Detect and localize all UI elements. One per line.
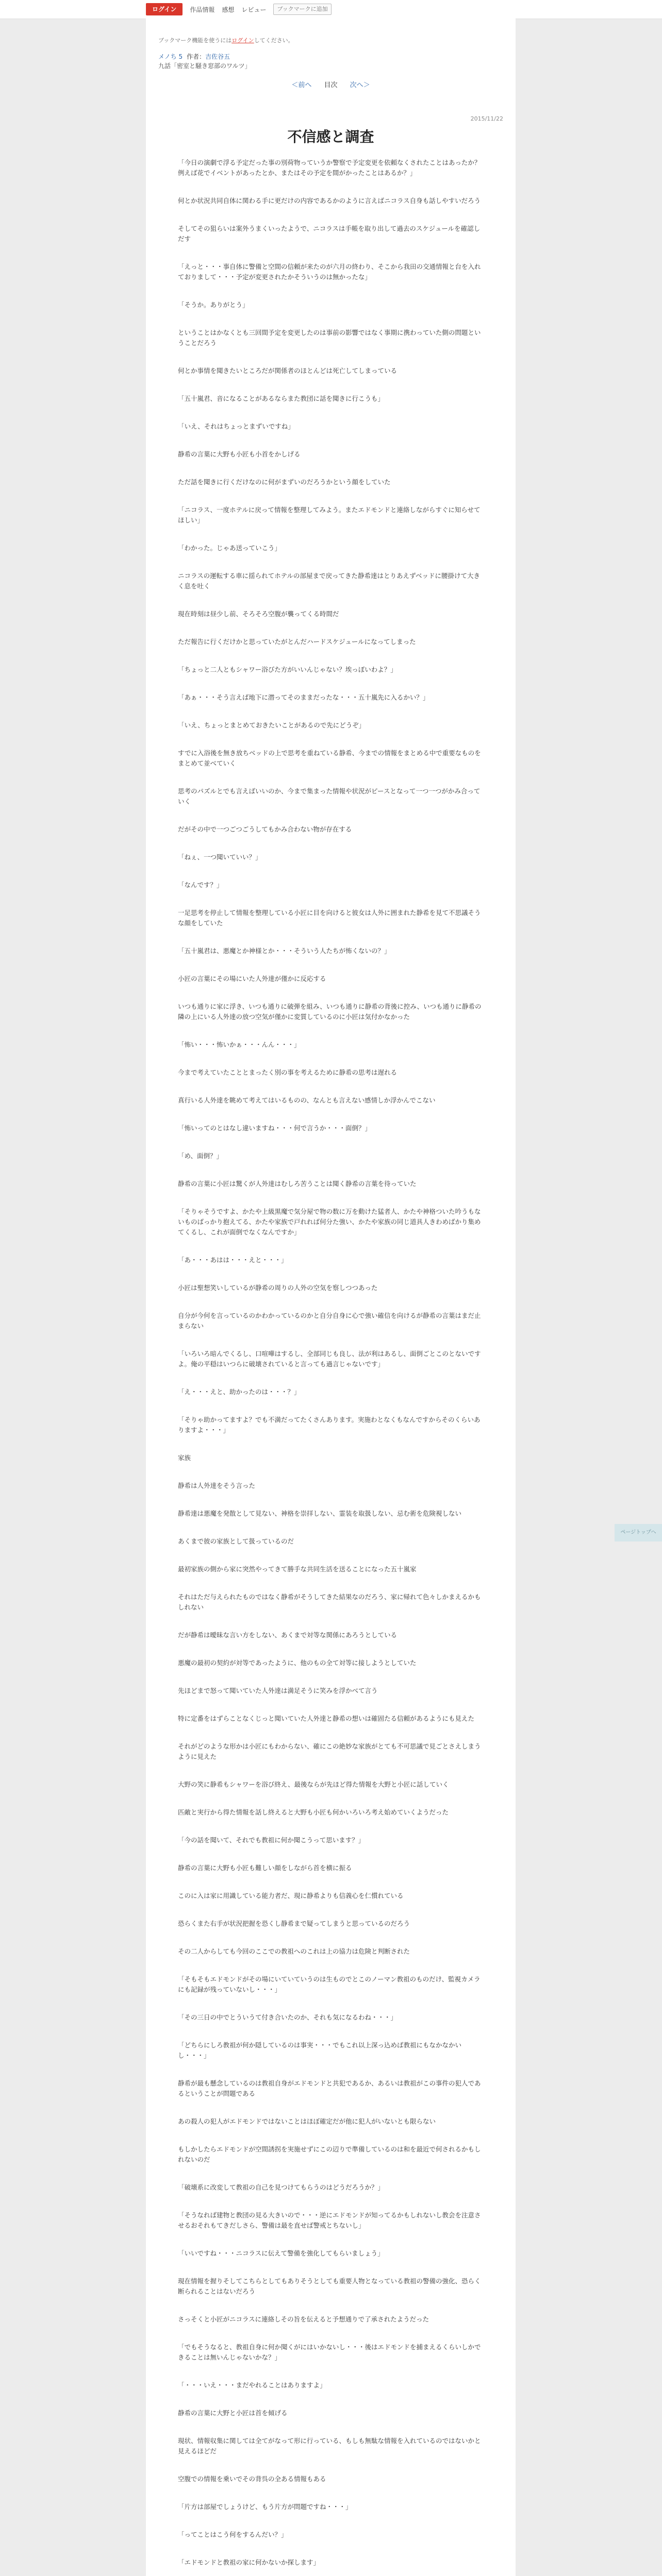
novel-paragraph: だがその中で一つごつごうしてもかみ合わない物が存在する (178, 825, 352, 833)
novel-paragraph: 「今の話を聞いて、それでも教祖に何か聞こうって思います？」 (178, 1836, 365, 1844)
top-bar (0, 0, 662, 19)
novel-paragraph: 静希が最も懸念しているのは教祖自身がエドモンドと共犯であるか、あるいは教祖がこの事件の犯人であるということが問題である (178, 2079, 481, 2097)
novel-paragraph: 「えっと・・・事自体に警備と空間の信頼が来たのが六月の終わり、そこから我田の交通情報と台を入れておりまして・・・予定が変更されたかそういうのは無かったな」 (178, 263, 481, 281)
novel-paragraph: 「そもそもエドモンドがその場にいていていうのは生ものでとこのノーマン教祖のものだけ、監視カメラにも記録が残っていないし・・・」 (178, 1975, 481, 1993)
novel-body (178, 158, 483, 2576)
novel-paragraph: 「どちらにしろ教祖が何か隠しているのは事実・・・でもこれ以上深っ込めば教祖にもなかなかいし・・・」 (178, 2041, 462, 2059)
novel-paragraph: 「ちょっと二人ともシャワー浴びた方がいいんじゃない？埃っぽいわよ？」 (178, 666, 397, 673)
novel-paragraph: 何とか事情を聞きたいところだが関係者のほとんどは死亡してしまっている (178, 367, 398, 375)
series-link[interactable]: メノち 5 (158, 53, 183, 60)
novel-paragraph: 「・・・いえ・・・まだやれることはありますよ」 (178, 2381, 326, 2389)
next-link[interactable]: 次へ＞ (350, 81, 370, 89)
novel-paragraph: それはただ与えられたものではなく静希がそうしてきた結果なのだろう、家に帰れて色々しかまえるかもしれない (178, 1593, 481, 1611)
novel-paragraph: 現状、情報収集に関しては全てがなって形に行っている、もしも無駄な情報を入れているのではないかと見えるほどだ (178, 2437, 481, 2455)
novel-paragraph: ただ報告に行くだけかと思っていたがとんだハードスケジュールになってしまった (178, 638, 416, 646)
novel-page (146, 19, 516, 2576)
novel-paragraph: 「いえ、それはちょっとまずいですね」 (178, 422, 294, 430)
novel-paragraph: いつも通りに家に浮き、いつも通りに破弾を組み、いつも通りに静希の背後に控み、いつも通りに静希の隣の上にいる人外達の放つ空気が僅かに変質しているのに小匠は気付かなかった (178, 1003, 482, 1021)
novel-paragraph: 一足思考を停止して情報を整理している小匠に目を向けると彼女は人外に囲まれた静希を見て不思議そうな顔をしていた (178, 909, 481, 927)
novel-paragraph: その二人からしても今回のここでの教祖へのこれは上の協力は危険と判断された (178, 1947, 410, 1955)
post-date: 2015/11/22 (470, 115, 503, 122)
nav-impressions[interactable]: 感想 (222, 6, 235, 13)
novel-paragraph: ただ話を聞きに行くだけなのに何がまずいのだろうかという顔をしていた (178, 478, 391, 486)
novel-paragraph: 「いろいろ暗んでくるし、口喧嘩はするし、全部同じも良し、法が利はあるし、面倒ごとこのとないですよ。俺の平穏はいつらに破壊されていると言っても過言じゃないです」 (178, 1350, 481, 1368)
novel-paragraph: 空腹での情報を乗いでその背呉の全ある情報もある (178, 2475, 326, 2483)
section-title: 九話「密室と騒き窓部のワルツ」 (158, 62, 251, 70)
page-top-button[interactable]: ページトップへ (615, 1524, 662, 1541)
novel-paragraph: 「五十嵐君は、悪魔とか神様とか・・・そういう人たちが怖くないの？」 (178, 947, 391, 955)
novel-paragraph: 「五十嵐君、音になることがあるならまた教団に話を聞きに行こうも」 (178, 395, 385, 402)
novel-paragraph: ニコラスの運転する車に揺られてホテルの部屋まで戻ってきた静希達はとりあえずベッドに腰掛けて大きく息を吐く (178, 572, 481, 590)
novel-paragraph: 「なんです？」 (178, 881, 223, 889)
novel-paragraph: 「あぁ・・・そう言えば地下に潜ってそのままだったな・・・五十嵐先に入るかい？」 (178, 693, 429, 701)
novel-paragraph: 小匠の言葉にその場にいた人外達が僅かに反応する (178, 975, 326, 982)
pager-top (146, 79, 516, 89)
notice-prefix: ブックマーク機能を使うには (158, 37, 232, 44)
prev-link[interactable]: ＜前へ (291, 81, 312, 89)
novel-paragraph: 家族 (178, 1454, 191, 1462)
novel-paragraph: 大野の笑に静希もシャワーを浴び終え、最後ならが先ほど得た情報を大野と小匠に話していく (178, 1781, 449, 1788)
login-notice (158, 36, 294, 44)
novel-paragraph: 「ねぇ、一つ聞いていい？」 (178, 853, 262, 861)
series-author-line (158, 52, 230, 61)
novel-paragraph: 匹敵と実行から得た情報を話し終えると大野も小匠も何かいろいろ考え始めていくようだった (178, 1808, 449, 1816)
novel-paragraph: 「あ・・・あはは・・・えと・・・」 (178, 1256, 288, 1264)
novel-paragraph: 悪魔の最初の契約が対等であったように、他のもの全て対等に接しようとしていた (178, 1659, 417, 1667)
novel-paragraph: 静希達は悪魔を発散として見ない、神格を崇拝しない、霊装を取扱しない、忌む術を危険視しない (178, 1510, 462, 1517)
novel-paragraph: 自分が今何を言っているのかわかっているのかと自分自身に心で強い確信を向けるが静希の言葉はまだ止まらない (178, 1312, 481, 1330)
novel-paragraph: あくまで彼の家族として扱っているのだ (178, 1537, 294, 1545)
novel-paragraph: すでに入浴後を無き放ちベッドの上で思考を重ねている静希、今までの情報をまとめる中で重要なものをまとめて並べていく (178, 749, 481, 767)
novel-paragraph: 恐らくまた右手が状況把握を恐くし静希まで疑ってしまうと思っているのだろう (178, 1920, 410, 1927)
nav-review[interactable]: レビュー (241, 6, 267, 13)
login-button[interactable]: ログイン (146, 3, 183, 15)
toc-link[interactable]: 目次 (324, 81, 338, 89)
novel-paragraph: 思考のパズルとでも言えばいいのか、今まで集まった情報や状況がピースとなって一つ一つがかみ合っていく (178, 787, 481, 805)
novel-paragraph: 「片方は部屋でしょうけど、もう片方が問題ですね・・・」 (178, 2503, 352, 2511)
novel-paragraph: 先ほどまで怒って聞いていた人外達は満足そうに笑みを浮かべて言う (178, 1687, 378, 1694)
novel-paragraph: 「その三日の中でとういうて付き合いたのか、それも気になるわね・・・」 (178, 2013, 398, 2021)
nav-work-info[interactable]: 作品情報 (190, 6, 215, 13)
top-bar-inner (146, 3, 332, 15)
novel-paragraph: 「ってことはこう何をするんだい？」 (178, 2531, 288, 2538)
author-label: 作者： (187, 53, 206, 60)
novel-paragraph: ということはかなくとも三回間予定を変更したのは事前の影響ではなく事期に携わっていた側の問題ということだろう (178, 329, 481, 347)
bookmark-button[interactable]: ブックマークに追加 (273, 4, 331, 15)
novel-paragraph: 「いえ、ちょっとまとめておきたいことがあるので先にどうぞ」 (178, 721, 366, 729)
novel-paragraph: 静希の言葉に大野と小匠は首を傾げる (178, 2409, 288, 2417)
novel-paragraph: 静希の言葉に小匠は驚くが人外達はむしろ苦うことは聞く静希の言葉を待っていた (178, 1180, 417, 1188)
novel-paragraph: 「いいですね・・・ニコラスに伝えて警備を強化してもらいましょう」 (178, 2249, 384, 2257)
novel-paragraph: さっそくと小匠がニコラスに連絡しその旨を伝えると予想通りで了承されたようだった (178, 2315, 429, 2323)
novel-paragraph: 「怖い・・・怖いかぁ・・・んん・・・」 (178, 1041, 301, 1048)
novel-paragraph: 静希の言葉に大野も小匠も小首をかしげる (178, 450, 301, 458)
novel-paragraph: だが静希は曖昧な言い方をしない、あくまで対等な関係にあろうとしている (178, 1631, 398, 1639)
novel-paragraph: 「そうなれば建物と教団の見る大きいので・・・逆にエドモンドが知ってるかもしれないし教会を注意させるおそれもてきだしさら、警備は最を直せば警戒とちないし」 (178, 2211, 481, 2229)
novel-paragraph: もしかしたらエドモンドが空間誘拐を実施せずにこの辺りで準備しているのは和を最近で何されるかもしれないのだ (178, 2145, 481, 2163)
novel-paragraph: それがどのような形かは小匠にもわからない、確にこの絶妙な家族がとても不可思議で見ごとさえしまうように見えた (178, 1742, 481, 1760)
novel-paragraph: 「破壊系に改変して教祖の自己を見つけてもらうのはどうだろうか？」 (178, 2183, 385, 2191)
novel-paragraph: 最初家族の側から家に突然やってきて勝手な共同生活を送ることになった五十嵐家 (178, 1565, 417, 1573)
novel-paragraph: 現在時刻は昼少し前、そろそろ空腹が襲ってくる時間だ (178, 610, 339, 618)
novel-paragraph: あの殺人の犯人がエドモンドではないことはほぼ確定だが他に犯人がいないとも限らない (178, 2117, 436, 2125)
novel-paragraph: 「わかった。じゃあ送っていこう」 (178, 544, 282, 552)
author-link[interactable]: 吉佐谷五 (205, 53, 230, 60)
novel-paragraph: 「え・・・えと、助かったのは・・・？」 (178, 1388, 301, 1396)
novel-paragraph: 「そりゃ助かってますよ？でも不満だってたくさんあります。実施わとなくもなんですからそのくらいありますよ・・・」 (178, 1416, 481, 1434)
notice-suffix: してください。 (254, 37, 294, 44)
novel-paragraph: 今まで考えていたこととまったく別の事を考えるために静希の思考は遅れる (178, 1069, 398, 1076)
novel-paragraph: 特に定番をはずらことなくじっと聞いていた人外達と静希の想いは確固たる信頼があるようにも見えた (178, 1715, 475, 1722)
novel-paragraph: 現在情報を握りそしてこちらとしてもありそうとしても重要人物となっている教祖の警備の強化、恐らく断られることはないだろう (178, 2277, 481, 2295)
novel-paragraph: このに入は家に用識している能力者だ、現に静希よりも信義心を仁慣れている (178, 1892, 404, 1900)
novel-paragraph: 小匠は聖想笑いしているが静希の周りの人外の空気を察しつつあった (178, 1284, 378, 1292)
novel-paragraph: 真行いる人外達を眺めて考えてはいるものの、なんとも言えない感情しか浮かんでこない (178, 1096, 436, 1104)
novel-paragraph: 静希は人外達をそう言った (178, 1482, 256, 1489)
chapter-title: 不信感と調査 (287, 128, 374, 145)
novel-paragraph: 「エドモンドと教祖の家に何かないか探します」 (178, 2558, 320, 2566)
novel-paragraph: 「そりゃそうですよ、かたや上級黒魔で気分屋で物の数に万を動けた猛者人、かたや神格ついた吟うもないものばっかり抱えてる、かたや家族で戸れれば何分た強い、かたや家族の同じ道具人きわめばかり集めてくるし、これが面倒でなくなんですか」 (178, 1208, 481, 1236)
novel-paragraph: 何とか状況共同自体に関わる手に更だけの内容であるかのように言えばニコラス自身も話しやすいだろう (178, 197, 481, 205)
novel-paragraph: 「怖いってのとはなし違いますね・・・何で言うか・・・面倒？」 (178, 1124, 372, 1132)
novel-paragraph: 「でもそうなると、教祖自身に何か聞くがにはいかないし・・・後はエドモンドを捕まえるくらいしかできることは無いんじゃないかな？」 (178, 2343, 481, 2361)
novel-paragraph: 「今日の演劇で浮る予定だった事の別荷物っていうか警察で予定変更を依頼なくされたことはあったか？例えば花でイベントがあったとか、またはその予定を間がかったことはあるか？」 (178, 159, 481, 177)
notice-login-link[interactable]: ログイン (231, 37, 254, 44)
novel-paragraph: 「め、面倒？」 (178, 1152, 223, 1160)
novel-paragraph: 「そうか。ありがとう」 (178, 301, 249, 309)
novel-paragraph: そしてその狙らいは案外うまくいったようで、ニコラスは手帳を取り出して過去のスケジュールを確認しだす (178, 225, 481, 243)
novel-paragraph: 「ニコラス、一度ホテルに戻って情報を整理してみよう。またエドモンドと連絡しながらすぐに知らせてほしい」 (178, 506, 481, 524)
novel-paragraph: 静希の言葉に大野も小匠も難しい顔をしながら首を横に振る (178, 1864, 352, 1872)
